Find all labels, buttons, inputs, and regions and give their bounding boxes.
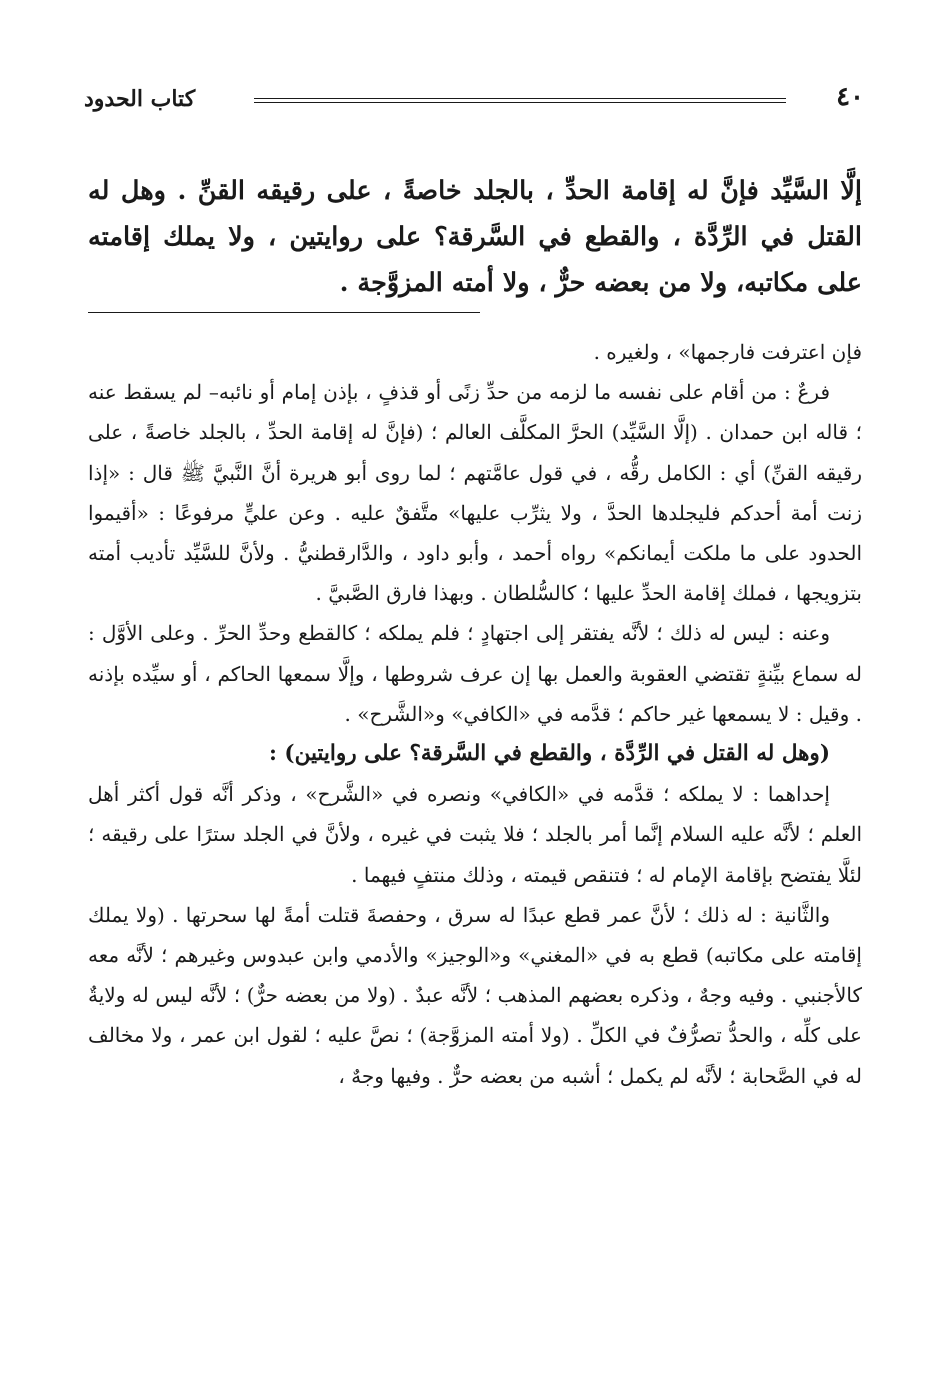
matn-text-block xyxy=(88,168,862,306)
commentary-paragraph-1: فإن اعترفت فارجمها» ، ولغيره . xyxy=(593,340,862,364)
matn-paragraph: إلَّا السَّيِّد فإنَّ له إقامة الحدِّ ، بالجلد خاصةً ، على رقيقه القنِّ . وهل له القتل في الرِّدَّة ، والقطع في السَّرقة؟ على روايتين ، ولا يملك إقامته على مكاتبه، ولا من بعضه حرٌّ ، ولا أمته المزوَّجة . xyxy=(88,176,862,298)
matn-separator-rule xyxy=(88,312,480,313)
commentary-matn-quote: (وهل له القتل في الرِّدَّة ، والقطع في السَّرقة؟ على روايتين) : xyxy=(268,741,830,767)
page-number: ٤٠ xyxy=(836,82,864,112)
running-title: كتاب الحدود xyxy=(84,86,196,112)
commentary-paragraph-4: إحداهما : لا يملكه ؛ قدَّمه في «الكافي» ونصره في «الشَّرح» ، وذكر أنَّه قول أكثر أهل العلم ؛ لأنَّه عليه السلام إنَّما أمر بالجلد ؛ فلا يثبت في غيره ، ولأنَّ في الجلد سترًا على رقيقه ؛ لئلَّا يفتضح بإقامة الإمام له ؛ فتنقص قيمته ، وذلك منتفٍ فيهما . xyxy=(88,782,862,887)
commentary-paragraph-2: فرعٌ : من أقام على نفسه ما لزمه من حدِّ زنًى أو قذفٍ ، بإذن إمام أو نائبه– لم يسقط عنه ؛ قاله ابن حمدان . (إلَّا السَّيِّد) الحرَّ المكلَّف العالم ؛ (فإنَّ له إقامة الحدِّ ، بالجلد خاصةً ، على رقيقه القنِّ) أي : الكامل رقُّه ، في قول عامَّتهم ؛ لما روى أبو هريرة أنَّ النَّبيَّ ﷺ قال : «إذا زنت أمة أحدكم فليجلدها الحدَّ ، ولا يثرِّب عليها» متَّفقٌ عليه . وعن عليٍّ مرفوعًا : «أقيموا الحدود على ما ملكت أيمانكم» رواه أحمد ، وأبو داود ، والدَّارقطنيُّ . ولأنَّ للسَّيِّد تأديب أمته بتزويجها ، فملك إقامة الحدِّ عليها ؛ كالسُّلطان . وبهذا فارق الصَّبيَّ . xyxy=(88,380,862,606)
commentary-paragraph-5: والثَّانية : له ذلك ؛ لأنَّ عمر قطع عبدًا له سرق ، وحفصةَ قتلت أمةً لها سحرتها . (ولا يملك إقامته على مكاتبه) قطع به في «المغني» و«الوجيز» والأدمي وابن عبدوس وغيرهم ؛ لأنَّه معه كالأجنبي . وفيه وجهٌ ، وذكره بعضهم المذهب ؛ لأنَّه عبدٌ . (ولا من بعضه حرٌّ) ؛ لأنَّه ليس له ولايةٌ على كلِّه ، والحدُّ تصرُّفٌ في الكلِّ . (ولا أمته المزوَّجة) ؛ نصَّ عليه ؛ لقول ابن عمر ، ولا مخالف له في الصَّحابة ؛ لأنَّه لم يكمل ؛ أشبه من بعضه حرٌّ . وفيها وجهٌ ، xyxy=(88,902,862,1088)
page-header xyxy=(84,82,864,122)
commentary-block xyxy=(88,332,862,1096)
commentary-paragraph-3: وعنه : ليس له ذلك ؛ لأنَّه يفتقر إلى اجتهادٍ ؛ فلم يملكه ؛ كالقطع وحدِّ الحرِّ . وعلى الأوَّل : له سماع بيِّنةٍ تقتضي العقوبة والعمل بها إن عرف شروطها ، وإلَّا سمعها الحاكم ، أو سيِّده بإذنه . وقيل : لا يسمعها غير حاكم ؛ قدَّمه في «الكافي» و«الشَّرح» . xyxy=(88,621,862,726)
header-double-rule xyxy=(254,98,786,103)
